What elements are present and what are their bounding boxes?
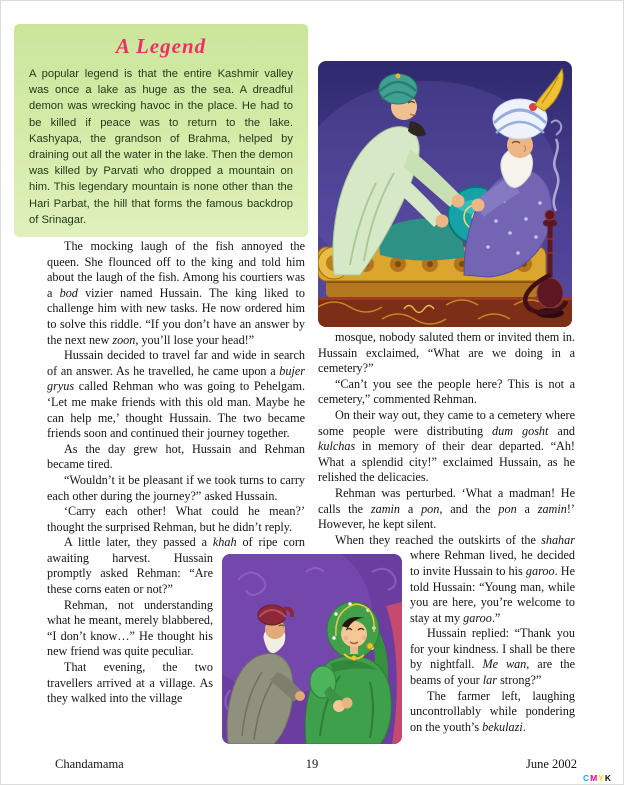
- illustration-king-and-hussain: [318, 61, 572, 327]
- legend-box: [14, 24, 308, 237]
- story-paragraph: “Wouldn’t it be pleasant if we took turns to carry each other during the journey?” asked Hussain.: [47, 472, 305, 503]
- story-paragraph: “Can’t you see the people here? This is not a cemetery,” commented Rehman.: [318, 376, 575, 407]
- page-number: 19: [305, 757, 319, 771]
- illustration-cutout: [318, 554, 410, 750]
- story-paragraph: As the day grew hot, Hussain and Rehman became tired.: [47, 441, 305, 472]
- issue-date: June 2002: [525, 757, 577, 771]
- story-paragraph: ‘Carry each other! What could he mean?’ thought the surprised Rehman, but he didn’t reply.: [47, 504, 305, 534]
- story-paragraph: The mocking laugh of the fish annoyed the queen. She flounced off to the king and told him about the laugh of the fish. Among his courtiers was a bod vizier named Hussain. The king liked to challenge him with new tasks. He now ordered him to solve this riddle. “If you don’t have an answer by the next new zoon, you’ll lose your head!”: [47, 239, 305, 347]
- cyan-mark: C: [582, 773, 591, 783]
- magazine-title: Chandamama: [55, 757, 124, 771]
- story-paragraph: Hussain replied: “Thank you for your kindness. I shall be there by nightfall. Me wan, are the beams of your lar strong?”: [410, 626, 575, 688]
- magenta-mark: M: [590, 773, 599, 783]
- story-paragraph: The farmer left, laughing uncontrollably while pondering on the youth’s bekulazi.: [410, 688, 575, 734]
- story-paragraph: Rehman was perturbed. ‘What a madman! He calls the zamin a pon, and the pon a zamin!’ However, he kept silent.: [318, 485, 575, 532]
- story-paragraph: When they reached the outskirts of the shahar where Rehman lived, he decided to invite Hussain to his garoo. He told Hussain: “Young man, while you are here, you’re welcome to stay at my garoo.”: [335, 532, 575, 625]
- yellow-mark: Y: [598, 773, 605, 783]
- story-right-column: [318, 330, 575, 754]
- story-paragraph: Rehman, not understanding what he meant, merely blabbered, “I don’t know…” He thought his new friend was quite peculiar.: [47, 597, 213, 659]
- illustration-top-svg: [318, 61, 572, 327]
- print-color-marks: [583, 773, 612, 783]
- legend-title: A Legend: [115, 34, 207, 58]
- page-footer: [47, 757, 577, 773]
- story-paragraph: mosque, nobody saluted them or invited them in. Hussain exclaimed, “What are we doing in a cemetery?”: [318, 330, 575, 376]
- legend-body-text: A popular legend is that the entire Kashmir valley was once a lake as huge as the sea. A dreadful demon was wrecking havoc in the place. He had to be killed if peace was to return to the lake. Kashyapa, the grandson of Brahma, helped by draining out all the water in the lake. Then the demon was killed by Parvati who dropped a mountain on him. This legendary mountain is none other than the Hari Parbat, the hill that forms the famous backdrop of Srinagar.: [29, 68, 293, 226]
- black-mark: K: [604, 773, 612, 783]
- story-paragraph: That evening, the two travellers arrived at a village. As they walked into the village: [47, 660, 213, 706]
- story-paragraph: Hussain decided to travel far and wide in search of an answer. As he travelled, he came upon a bujer gryus called Rehman who was going to Pehelgam. ‘Let me make friends with this old man. Maybe he can help me,’ thought Hussain. The two became friends soon and continued their journey together.: [47, 348, 305, 441]
- story-paragraph: On their way out, they came to a cemetery where some people were distributing dum gosht and kulchas in memory of their dear departed. “Ah! What a splendid city!” exclaimed Hussain, as he relished the delicacies.: [318, 407, 575, 485]
- story-paragraph: A little later, they passed a khah of ripe corn awaiting harvest. Hussain promptly asked Rehman: “Are these corns eaten or not?”: [47, 535, 305, 597]
